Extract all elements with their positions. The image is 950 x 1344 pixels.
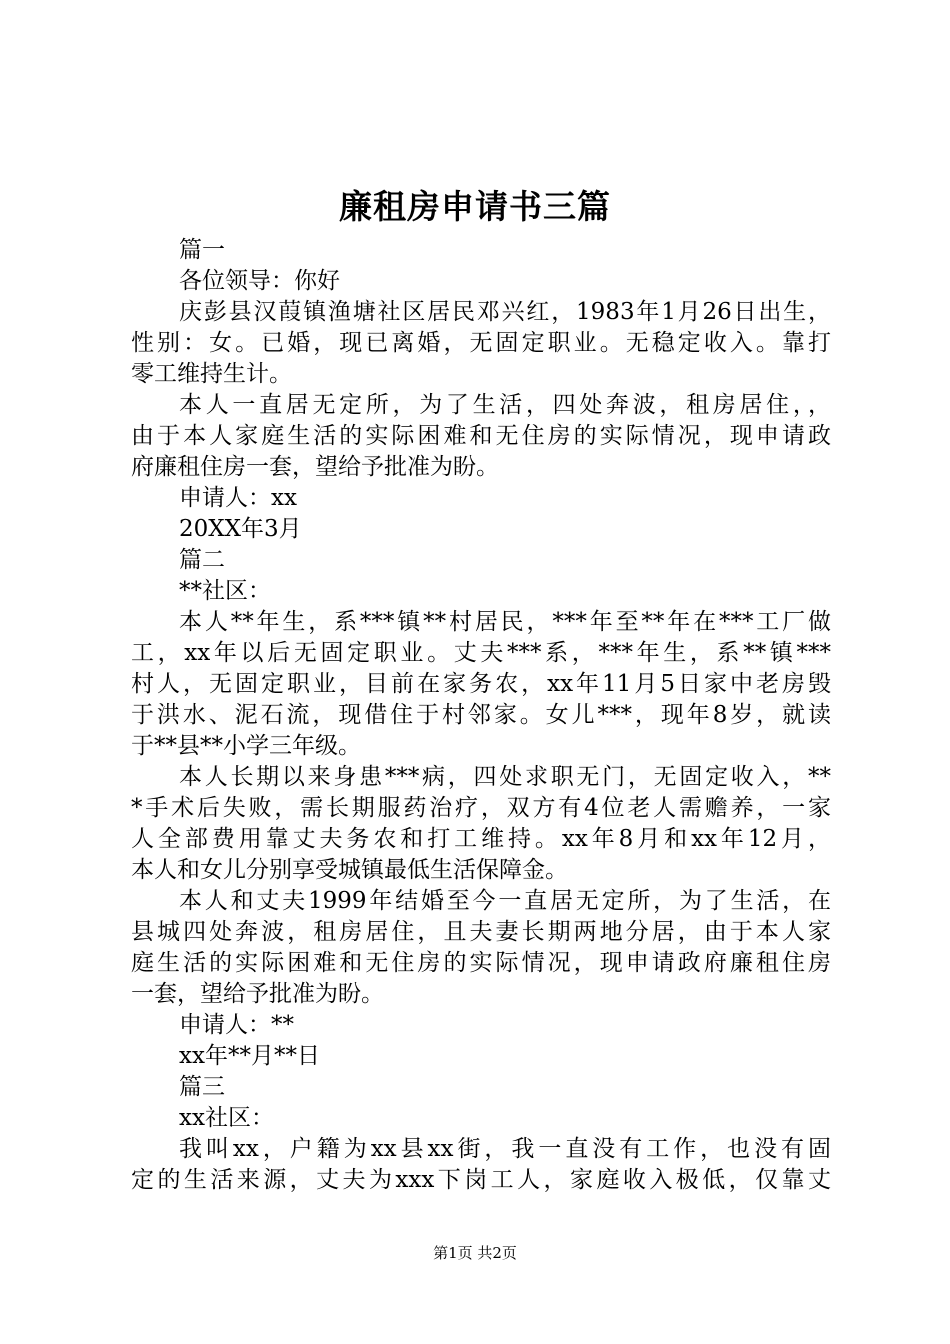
text-line: 一套，望给予批准为盼。	[131, 981, 384, 1007]
page-footer: 第1页 共2页	[433, 1244, 517, 1262]
text-line: 本人**年生，系***镇**村居民，***年至**年在***工厂做	[179, 609, 831, 635]
text-line: 于**县**小学三年级。	[131, 733, 361, 759]
text-line: 县城四处奔波，租房居住，且夫妻长期两地分居，由于本人家	[131, 919, 831, 945]
text-line: 申请人：xx	[179, 485, 297, 511]
text-line: 于洪水、泥石流，现借住于村邻家。女儿***，现年8岁，就读	[131, 702, 831, 728]
text-line: 庆彭县汉葭镇渔塘社区居民邓兴红，1983年1月26日出生，	[179, 299, 831, 325]
text-line: **社区：	[179, 578, 271, 604]
text-line: 零工维持生计。	[131, 361, 292, 387]
text-line: 府廉租住房一套，望给予批准为盼。	[131, 454, 499, 480]
text-line: 申请人：**	[179, 1012, 294, 1038]
text-line: 本人一直居无定所，为了生活，四处奔波，租房居住，，	[179, 392, 831, 418]
text-line: 性别：女。已婚，现已离婚，无固定职业。无稳定收入。靠打	[131, 330, 831, 356]
text-line: 篇一	[179, 237, 225, 263]
text-line: 工，xx年以后无固定职业。丈夫***系，***年生，系**镇***	[131, 640, 831, 666]
text-line: 人全部费用靠丈夫务农和打工维持。xx年8月和xx年12月，	[131, 826, 831, 852]
text-line: xx社区：	[179, 1105, 274, 1131]
text-line: 定的生活来源，丈夫为xxx下岗工人，家庭收入极低，仅靠丈	[131, 1167, 831, 1193]
text-line: 篇三	[179, 1074, 225, 1100]
document-title: 廉租房申请书三篇	[339, 187, 611, 226]
text-line: 村人，无固定职业，目前在家务农，xx年11月5日家中老房毁	[131, 671, 831, 697]
text-line: *手术后失败，需长期服药治疗，双方有4位老人需赡养，一家	[131, 795, 831, 821]
text-line: 各位领导：你好	[179, 268, 340, 294]
text-line: 20XX年3月	[179, 516, 302, 542]
text-line: xx年**月**日	[179, 1043, 320, 1069]
text-line: 本人和女儿分别享受城镇最低生活保障金。	[131, 857, 568, 883]
document-body	[131, 235, 831, 1196]
text-line: 我叫xx，户籍为xx县xx街，我一直没有工作，也没有固	[179, 1136, 831, 1162]
text-line: 本人长期以来身患***病，四处求职无门，无固定收入，**	[179, 764, 831, 790]
text-line: 篇二	[179, 547, 225, 573]
text-line: 由于本人家庭生活的实际困难和无住房的实际情况，现申请政	[131, 423, 831, 449]
text-line: 庭生活的实际困难和无住房的实际情况，现申请政府廉租住房	[131, 950, 831, 976]
text-line: 本人和丈夫1999年结婚至今一直居无定所，为了生活，在	[179, 888, 831, 914]
